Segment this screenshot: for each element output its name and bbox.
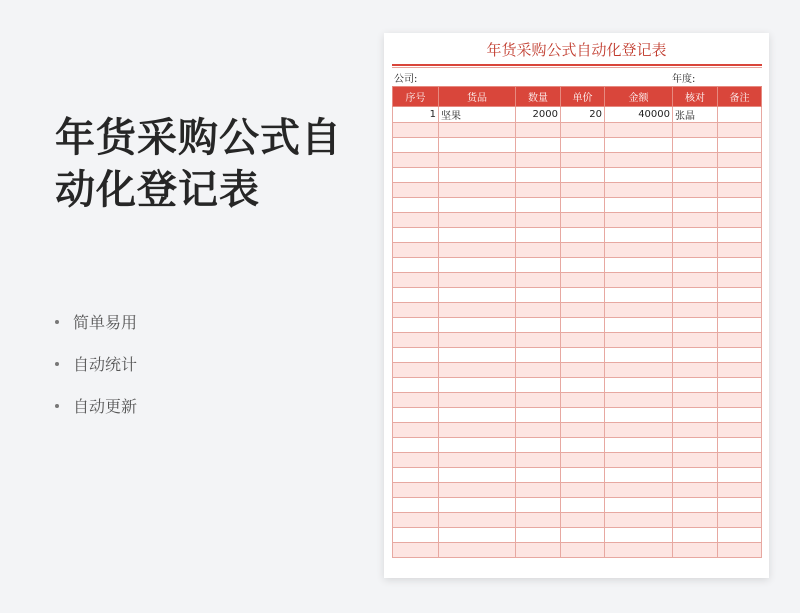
- cell-price[interactable]: [561, 168, 605, 183]
- cell-amount[interactable]: [605, 333, 673, 348]
- cell-qty[interactable]: [516, 228, 561, 243]
- cell-qty[interactable]: [516, 273, 561, 288]
- cell-amount[interactable]: [605, 273, 673, 288]
- cell-price[interactable]: [561, 393, 605, 408]
- cell-index[interactable]: [393, 318, 439, 333]
- feature-label: 简单易用: [73, 313, 138, 332]
- cell-note[interactable]: [718, 528, 762, 543]
- column-header-amount: 金额: [605, 87, 673, 107]
- title-divider: [392, 64, 762, 66]
- cell-item[interactable]: 坚果: [439, 107, 516, 123]
- cell-check[interactable]: [673, 243, 718, 258]
- cell-note[interactable]: [718, 107, 762, 123]
- cell-check[interactable]: [673, 318, 718, 333]
- cell-note[interactable]: [718, 468, 762, 483]
- feature-item: [55, 396, 137, 438]
- cell-check[interactable]: [673, 363, 718, 378]
- cell-item[interactable]: [439, 498, 516, 513]
- cell-item[interactable]: [439, 168, 516, 183]
- cell-item[interactable]: [439, 453, 516, 468]
- cell-index[interactable]: [393, 438, 439, 453]
- cell-note[interactable]: [718, 453, 762, 468]
- cell-index[interactable]: [393, 138, 439, 153]
- cell-note[interactable]: [718, 303, 762, 318]
- cell-amount[interactable]: [605, 393, 673, 408]
- table-row: [393, 498, 762, 513]
- cell-check[interactable]: [673, 378, 718, 393]
- cell-item[interactable]: [439, 408, 516, 423]
- cell-qty[interactable]: [516, 348, 561, 363]
- cell-note[interactable]: [718, 168, 762, 183]
- spreadsheet-preview: [384, 33, 769, 578]
- column-header-note: 备注: [718, 87, 762, 107]
- cell-item[interactable]: [439, 528, 516, 543]
- cell-qty[interactable]: [516, 123, 561, 138]
- table-row: [393, 348, 762, 363]
- cell-note[interactable]: [718, 213, 762, 228]
- table-row: [393, 213, 762, 228]
- cell-qty[interactable]: [516, 243, 561, 258]
- cell-check[interactable]: [673, 513, 718, 528]
- cell-index[interactable]: [393, 348, 439, 363]
- cell-index[interactable]: [393, 498, 439, 513]
- table-row: [393, 483, 762, 498]
- cell-amount[interactable]: [605, 363, 673, 378]
- cell-qty[interactable]: [516, 543, 561, 558]
- cell-index[interactable]: [393, 228, 439, 243]
- cell-price[interactable]: [561, 483, 605, 498]
- cell-amount[interactable]: [605, 288, 673, 303]
- cell-price[interactable]: [561, 123, 605, 138]
- cell-check[interactable]: [673, 213, 718, 228]
- cell-check[interactable]: [673, 168, 718, 183]
- table-row: [393, 228, 762, 243]
- company-label: 公司:: [394, 74, 418, 85]
- cell-amount[interactable]: [605, 498, 673, 513]
- cell-index[interactable]: [393, 543, 439, 558]
- cell-price[interactable]: [561, 468, 605, 483]
- cell-price[interactable]: [561, 303, 605, 318]
- table-row: [393, 183, 762, 198]
- cell-item[interactable]: [439, 273, 516, 288]
- table-row: [393, 408, 762, 423]
- cell-amount[interactable]: [605, 303, 673, 318]
- cell-note[interactable]: [718, 393, 762, 408]
- table-row: [393, 288, 762, 303]
- table-row: [393, 168, 762, 183]
- cell-index[interactable]: [393, 198, 439, 213]
- cell-check[interactable]: [673, 393, 718, 408]
- cell-index[interactable]: [393, 468, 439, 483]
- cell-check[interactable]: [673, 348, 718, 363]
- cell-note[interactable]: [718, 333, 762, 348]
- cell-check[interactable]: [673, 258, 718, 273]
- cell-amount[interactable]: [605, 528, 673, 543]
- cell-index[interactable]: [393, 483, 439, 498]
- cell-price[interactable]: 20: [561, 107, 605, 123]
- cell-price[interactable]: [561, 333, 605, 348]
- cell-qty[interactable]: [516, 378, 561, 393]
- table-row: [393, 318, 762, 333]
- cell-qty[interactable]: [516, 153, 561, 168]
- cell-index[interactable]: [393, 303, 439, 318]
- cell-amount[interactable]: [605, 483, 673, 498]
- cell-index[interactable]: [393, 288, 439, 303]
- table-row: [393, 333, 762, 348]
- cell-amount[interactable]: [605, 453, 673, 468]
- cell-index[interactable]: [393, 213, 439, 228]
- cell-price[interactable]: [561, 438, 605, 453]
- cell-check[interactable]: [673, 408, 718, 423]
- cell-index[interactable]: [393, 333, 439, 348]
- cell-price[interactable]: [561, 153, 605, 168]
- cell-note[interactable]: [718, 483, 762, 498]
- table-row: [393, 363, 762, 378]
- cell-item[interactable]: [439, 318, 516, 333]
- cell-item[interactable]: [439, 423, 516, 438]
- cell-note[interactable]: [718, 423, 762, 438]
- cell-check[interactable]: [673, 183, 718, 198]
- cell-price[interactable]: [561, 453, 605, 468]
- cell-amount[interactable]: [605, 348, 673, 363]
- column-header-price: 单价: [561, 87, 605, 107]
- cell-qty[interactable]: [516, 183, 561, 198]
- cell-check[interactable]: [673, 198, 718, 213]
- cell-index[interactable]: [393, 123, 439, 138]
- cell-qty[interactable]: [516, 168, 561, 183]
- cell-amount[interactable]: [605, 438, 673, 453]
- cell-check[interactable]: [673, 303, 718, 318]
- cell-price[interactable]: [561, 138, 605, 153]
- cell-amount[interactable]: [605, 513, 673, 528]
- bullet-dot-icon: [55, 404, 59, 408]
- cell-index[interactable]: [393, 243, 439, 258]
- cell-qty[interactable]: [516, 483, 561, 498]
- feature-label: 自动更新: [73, 397, 138, 416]
- cell-item[interactable]: [439, 258, 516, 273]
- cell-item[interactable]: [439, 393, 516, 408]
- cell-item[interactable]: [439, 438, 516, 453]
- cell-note[interactable]: [718, 228, 762, 243]
- table-row: [393, 198, 762, 213]
- table-row: [393, 453, 762, 468]
- cell-check[interactable]: [673, 123, 718, 138]
- column-header-check: 核对: [673, 87, 718, 107]
- table-row: [393, 107, 762, 123]
- table-row: [393, 513, 762, 528]
- cell-amount[interactable]: [605, 378, 673, 393]
- cell-amount[interactable]: [605, 243, 673, 258]
- table-row: [393, 138, 762, 153]
- cell-qty[interactable]: [516, 288, 561, 303]
- cell-note[interactable]: [718, 273, 762, 288]
- cell-check[interactable]: 张晶: [673, 107, 718, 123]
- cell-check[interactable]: [673, 438, 718, 453]
- cell-item[interactable]: [439, 483, 516, 498]
- cell-price[interactable]: [561, 183, 605, 198]
- cell-item[interactable]: [439, 378, 516, 393]
- cell-price[interactable]: [561, 198, 605, 213]
- page-headline: 年货采购公式自动化登记表: [55, 115, 342, 213]
- cell-item[interactable]: [439, 468, 516, 483]
- cell-amount[interactable]: [605, 468, 673, 483]
- cell-item[interactable]: [439, 228, 516, 243]
- cell-item[interactable]: [439, 348, 516, 363]
- cell-item[interactable]: [439, 243, 516, 258]
- table-row: [393, 303, 762, 318]
- cell-qty[interactable]: [516, 393, 561, 408]
- feature-item: [55, 354, 137, 396]
- cell-amount[interactable]: [605, 423, 673, 438]
- cell-qty[interactable]: [516, 363, 561, 378]
- cell-item[interactable]: [439, 303, 516, 318]
- cell-index[interactable]: [393, 183, 439, 198]
- cell-index[interactable]: [393, 153, 439, 168]
- cell-item[interactable]: [439, 363, 516, 378]
- cell-index[interactable]: [393, 273, 439, 288]
- cell-index[interactable]: [393, 168, 439, 183]
- cell-price[interactable]: [561, 243, 605, 258]
- cell-index[interactable]: [393, 363, 439, 378]
- table-row: [393, 243, 762, 258]
- cell-check[interactable]: [673, 543, 718, 558]
- cell-note[interactable]: [718, 288, 762, 303]
- cell-check[interactable]: [673, 483, 718, 498]
- cell-item[interactable]: [439, 123, 516, 138]
- bullet-dot-icon: [55, 362, 59, 366]
- cell-index[interactable]: [393, 528, 439, 543]
- cell-qty[interactable]: 2000: [516, 107, 561, 123]
- cell-check[interactable]: [673, 153, 718, 168]
- feature-item: [55, 312, 137, 354]
- table-row: [393, 123, 762, 138]
- cell-qty[interactable]: [516, 453, 561, 468]
- cell-note[interactable]: [718, 363, 762, 378]
- cell-amount[interactable]: [605, 543, 673, 558]
- cell-amount[interactable]: [605, 153, 673, 168]
- cell-note[interactable]: [718, 183, 762, 198]
- cell-qty[interactable]: [516, 528, 561, 543]
- title-divider-thin: [392, 67, 762, 68]
- column-header-qty: 数量: [516, 87, 561, 107]
- cell-note[interactable]: [718, 543, 762, 558]
- cell-check[interactable]: [673, 333, 718, 348]
- cell-qty[interactable]: [516, 318, 561, 333]
- cell-item[interactable]: [439, 288, 516, 303]
- column-header-item: 货品: [439, 87, 516, 107]
- cell-note[interactable]: [718, 348, 762, 363]
- cell-price[interactable]: [561, 528, 605, 543]
- cell-item[interactable]: [439, 333, 516, 348]
- cell-price[interactable]: [561, 348, 605, 363]
- cell-check[interactable]: [673, 498, 718, 513]
- cell-index[interactable]: [393, 258, 439, 273]
- table-row: [393, 273, 762, 288]
- table-row: [393, 468, 762, 483]
- cell-price[interactable]: [561, 258, 605, 273]
- cell-check[interactable]: [673, 138, 718, 153]
- cell-amount[interactable]: [605, 168, 673, 183]
- cell-index[interactable]: [393, 378, 439, 393]
- cell-amount[interactable]: [605, 318, 673, 333]
- cell-qty[interactable]: [516, 423, 561, 438]
- table-row: [393, 378, 762, 393]
- cell-price[interactable]: [561, 423, 605, 438]
- table-row: [393, 423, 762, 438]
- cell-price[interactable]: [561, 543, 605, 558]
- cell-qty[interactable]: [516, 333, 561, 348]
- cell-amount[interactable]: [605, 123, 673, 138]
- year-label: 年度:: [672, 74, 696, 85]
- table-row: [393, 438, 762, 453]
- cell-amount[interactable]: [605, 183, 673, 198]
- cell-note[interactable]: [718, 153, 762, 168]
- cell-check[interactable]: [673, 288, 718, 303]
- cell-note[interactable]: [718, 378, 762, 393]
- cell-note[interactable]: [718, 513, 762, 528]
- cell-index[interactable]: [393, 423, 439, 438]
- cell-item[interactable]: [439, 183, 516, 198]
- cell-item[interactable]: [439, 543, 516, 558]
- table-row: [393, 393, 762, 408]
- column-header-index: 序号: [393, 87, 439, 107]
- cell-check[interactable]: [673, 528, 718, 543]
- cell-index[interactable]: [393, 453, 439, 468]
- cell-item[interactable]: [439, 153, 516, 168]
- table-row: [393, 543, 762, 558]
- cell-price[interactable]: [561, 288, 605, 303]
- cell-qty[interactable]: [516, 498, 561, 513]
- cell-price[interactable]: [561, 213, 605, 228]
- cell-note[interactable]: [718, 123, 762, 138]
- sheet-title: 年货采购公式自动化登记表: [486, 41, 667, 59]
- cell-amount[interactable]: [605, 213, 673, 228]
- cell-price[interactable]: [561, 318, 605, 333]
- feature-label: 自动统计: [73, 355, 138, 374]
- cell-qty[interactable]: [516, 438, 561, 453]
- cell-note[interactable]: [718, 258, 762, 273]
- cell-check[interactable]: [673, 453, 718, 468]
- cell-price[interactable]: [561, 228, 605, 243]
- cell-qty[interactable]: [516, 468, 561, 483]
- bullet-dot-icon: [55, 320, 59, 324]
- cell-index[interactable]: 1: [393, 107, 439, 123]
- cell-amount[interactable]: [605, 228, 673, 243]
- cell-qty[interactable]: [516, 513, 561, 528]
- cell-index[interactable]: [393, 513, 439, 528]
- cell-price[interactable]: [561, 513, 605, 528]
- table-header-row: [393, 87, 762, 107]
- cell-note[interactable]: [718, 318, 762, 333]
- cell-price[interactable]: [561, 363, 605, 378]
- cell-item[interactable]: [439, 213, 516, 228]
- cell-note[interactable]: [718, 243, 762, 258]
- cell-amount[interactable]: [605, 258, 673, 273]
- cell-amount[interactable]: [605, 408, 673, 423]
- cell-price[interactable]: [561, 378, 605, 393]
- cell-note[interactable]: [718, 498, 762, 513]
- cell-amount[interactable]: 40000: [605, 107, 673, 123]
- cell-note[interactable]: [718, 198, 762, 213]
- cell-note[interactable]: [718, 438, 762, 453]
- cell-item[interactable]: [439, 198, 516, 213]
- table-row: [393, 528, 762, 543]
- cell-check[interactable]: [673, 468, 718, 483]
- cell-note[interactable]: [718, 408, 762, 423]
- register-table: [392, 86, 762, 558]
- cell-note[interactable]: [718, 138, 762, 153]
- cell-qty[interactable]: [516, 303, 561, 318]
- cell-amount[interactable]: [605, 198, 673, 213]
- cell-qty[interactable]: [516, 138, 561, 153]
- feature-list: [55, 312, 137, 438]
- cell-check[interactable]: [673, 228, 718, 243]
- cell-item[interactable]: [439, 138, 516, 153]
- cell-qty[interactable]: [516, 408, 561, 423]
- cell-amount[interactable]: [605, 138, 673, 153]
- cell-item[interactable]: [439, 513, 516, 528]
- cell-qty[interactable]: [516, 258, 561, 273]
- cell-check[interactable]: [673, 273, 718, 288]
- cell-index[interactable]: [393, 408, 439, 423]
- cell-check[interactable]: [673, 423, 718, 438]
- cell-price[interactable]: [561, 408, 605, 423]
- cell-qty[interactable]: [516, 213, 561, 228]
- table-row: [393, 258, 762, 273]
- cell-index[interactable]: [393, 393, 439, 408]
- table-row: [393, 153, 762, 168]
- cell-qty[interactable]: [516, 198, 561, 213]
- cell-price[interactable]: [561, 273, 605, 288]
- cell-price[interactable]: [561, 498, 605, 513]
